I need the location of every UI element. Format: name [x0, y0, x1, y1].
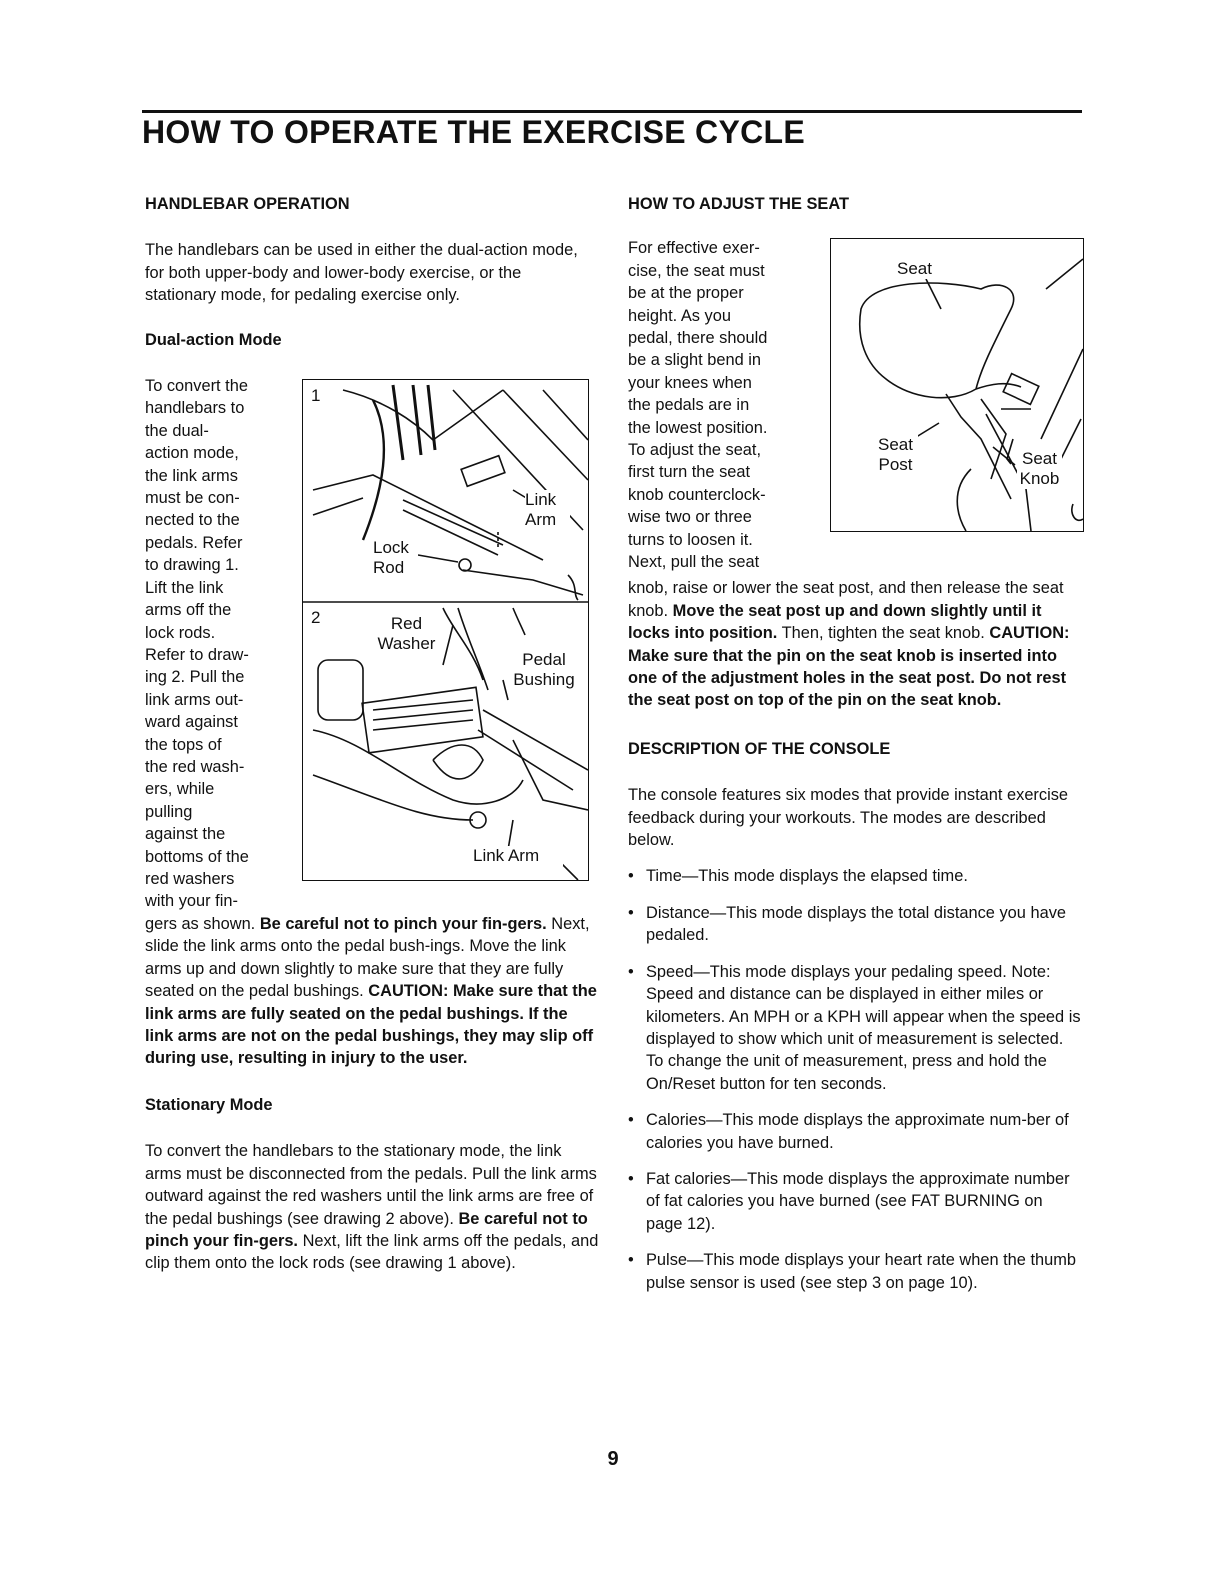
text-line: height. As you	[628, 306, 731, 325]
bullet-marker: •	[628, 1169, 634, 1188]
text-line: with your fin-	[145, 892, 238, 911]
narrow-lines	[145, 375, 305, 913]
text-line: pedal, there should	[628, 329, 768, 348]
text-line: To convert the	[145, 377, 248, 396]
text-line: Refer to draw-	[145, 645, 249, 664]
text-line: wise two or three	[628, 508, 752, 527]
text-line: handlebars to	[145, 399, 245, 418]
label-seat: Seat	[897, 259, 932, 278]
label-link-arm-2: Link Arm	[473, 846, 563, 866]
seat-bold-1: Move the seat post up and down slightly until it locks into position.	[628, 601, 1042, 643]
stationary-heading: Stationary Mode	[145, 1095, 273, 1114]
console-intro: The console features six modes that provide instant exercise feedback during your workouts. The modes are described below.	[628, 786, 1069, 850]
bullet-text: Calories—This mode displays the approximate num-ber of calories you have burned.	[646, 1111, 1069, 1152]
bullet-marker: •	[628, 867, 634, 886]
bullet-marker: •	[628, 1111, 634, 1130]
console-mode-item	[628, 902, 1083, 947]
console-heading: DESCRIPTION OF THE CONSOLE	[628, 739, 891, 758]
label-seat-knob: Seat Knob	[1017, 449, 1062, 489]
text-line: ward against	[145, 713, 238, 732]
seat-continued	[628, 577, 1080, 711]
bullet-text: Pulse—This mode displays your heart rate when the thumb pulse sensor is used (see step 3 on page 10).	[646, 1251, 1077, 1292]
seat-cont-2: Then, tighten the seat knob.	[781, 624, 985, 643]
seat-figure	[830, 238, 1084, 532]
text-line: must be con-	[145, 489, 240, 508]
seat-narrow-lines	[628, 237, 823, 573]
handlebar-drawing	[303, 380, 588, 880]
label-seat-post: Seat Post	[873, 435, 918, 475]
text-line: pedals. Refer	[145, 533, 243, 552]
dual-action-narrow-text	[145, 375, 305, 913]
text-line: the tops of	[145, 735, 222, 754]
text-line: first turn the seat	[628, 463, 751, 482]
text-line: pulling	[145, 802, 193, 821]
text-line: the red wash-	[145, 757, 245, 776]
text-line: be a slight bend in	[628, 351, 762, 370]
handlebar-intro: The handlebars can be used in either the dual-action mode, for both upper-body and lower-body exercise, or the stationary mode, for pedaling exercise only.	[145, 241, 578, 305]
seat-narrow-text	[628, 237, 823, 577]
text-line: cise, the seat must	[628, 261, 765, 280]
bullet-marker: •	[628, 962, 634, 981]
text-line: link arms out-	[145, 690, 244, 709]
text-line: the lowest position.	[628, 418, 768, 437]
text-line: ing 2. Pull the	[145, 668, 245, 687]
text-line: Lift the link	[145, 578, 224, 597]
console-bullets	[628, 865, 1083, 1294]
console-mode-item	[628, 1249, 1083, 1294]
dual-bold-2: CAUTION: Make sure that the link arms are fully seated on the pedal bushings. If the link arms are not on the pedal bushings, they may slip off during use, resulting in injury to the user.	[145, 982, 597, 1068]
handlebar-figure	[302, 379, 589, 881]
dual-cont-1: gers as shown.	[145, 915, 256, 934]
label-red-washer: Red Washer	[369, 614, 444, 654]
figure-number-2: 2	[311, 608, 321, 627]
text-line: ers, while	[145, 780, 215, 799]
handlebar-heading: HANDLEBAR OPERATION	[145, 195, 350, 213]
label-link-arm-1: Link Arm	[525, 490, 570, 530]
text-line: be at the proper	[628, 284, 744, 303]
dual-action-continued	[145, 913, 597, 1070]
stationary-text	[145, 1140, 600, 1274]
console-mode-item	[628, 865, 1083, 887]
text-line: the link arms	[145, 466, 238, 485]
console-mode-item	[628, 1168, 1083, 1235]
bullet-marker: •	[628, 1251, 634, 1270]
text-line: Next, pull the seat	[628, 553, 760, 572]
dual-action-heading: Dual-action Mode	[145, 330, 282, 349]
stationary-bold: Be careful not to pinch your fin-gers.	[145, 1209, 588, 1250]
page-number: 9	[607, 1448, 619, 1470]
label-lock-rod: Lock Rod	[373, 538, 418, 578]
dual-cont-2: Next, slide the link arms onto the pedal bush-ings. Move the link arms up and down slightly to make sure that they are fully seated on the pedal bushings.	[145, 915, 590, 1001]
bullet-text: Distance—This mode displays the total distance you have pedaled.	[646, 903, 1067, 945]
figure-number-1: 1	[311, 386, 321, 405]
console-mode-item	[628, 1109, 1083, 1154]
seat-bold-2: CAUTION: Make sure that the pin on the seat knob is inserted into one of the adjustment holes in the seat post. Do not rest the seat post on top of the pin on the seat knob.	[628, 624, 1070, 710]
stationary-2: Next, lift the link arms off the pedals, and clip them onto the lock rods (see drawing 1 above).	[145, 1231, 599, 1273]
title-rule	[142, 110, 1082, 113]
label-pedal-bushing: Pedal Bushing	[509, 650, 579, 690]
bullet-text: Fat calories—This mode displays the approximate number of fat calories you have burned (see FAT BURNING on page 12).	[646, 1169, 1070, 1233]
page-title: HOW TO OPERATE THE EXERCISE CYCLE	[142, 114, 806, 150]
dual-bold-1: Be careful not to pinch your fin-gers.	[259, 915, 547, 934]
text-line: your knees when	[628, 373, 752, 392]
text-line: nected to the	[145, 511, 240, 530]
bullet-text: Speed—This mode displays your pedaling speed. Note: Speed and distance can be displayed in either miles or kilometers. An MPH or a KPH will appear when the speed is displayed to show which unit of measurement is selected. To change the unit of measurement, press and hold the On/Reset button for ten seconds.	[646, 962, 1081, 1093]
seat-heading: HOW TO ADJUST THE SEAT	[628, 195, 849, 213]
text-line: knob counterclock-	[628, 485, 766, 504]
text-line: lock rods.	[145, 623, 216, 642]
text-line: the dual-	[145, 421, 209, 440]
text-line: action mode,	[145, 444, 239, 463]
text-line: turns to loosen it.	[628, 530, 753, 549]
text-line: To adjust the seat,	[628, 441, 762, 460]
text-line: arms off the	[145, 601, 232, 620]
bullet-marker: •	[628, 903, 634, 922]
stationary-1: To convert the handlebars to the stationary mode, the link arms must be disconnected from the pedals. Pull the link arms outward against the red washers until the link arms are free of the pedal bushings (see drawing 2 above).	[145, 1142, 597, 1228]
seat-cont-1: knob, raise or lower the seat post, and then release the seat knob.	[628, 579, 1064, 620]
text-line: to drawing 1.	[145, 556, 239, 575]
bullet-text: Time—This mode displays the elapsed time.	[646, 867, 968, 886]
text-line: For effective exer-	[628, 239, 760, 258]
text-line: bottoms of the	[145, 847, 249, 866]
text-line: against the	[145, 825, 226, 844]
text-line: the pedals are in	[628, 396, 750, 415]
text-line: red washers	[145, 869, 235, 888]
console-mode-item	[628, 961, 1083, 1095]
